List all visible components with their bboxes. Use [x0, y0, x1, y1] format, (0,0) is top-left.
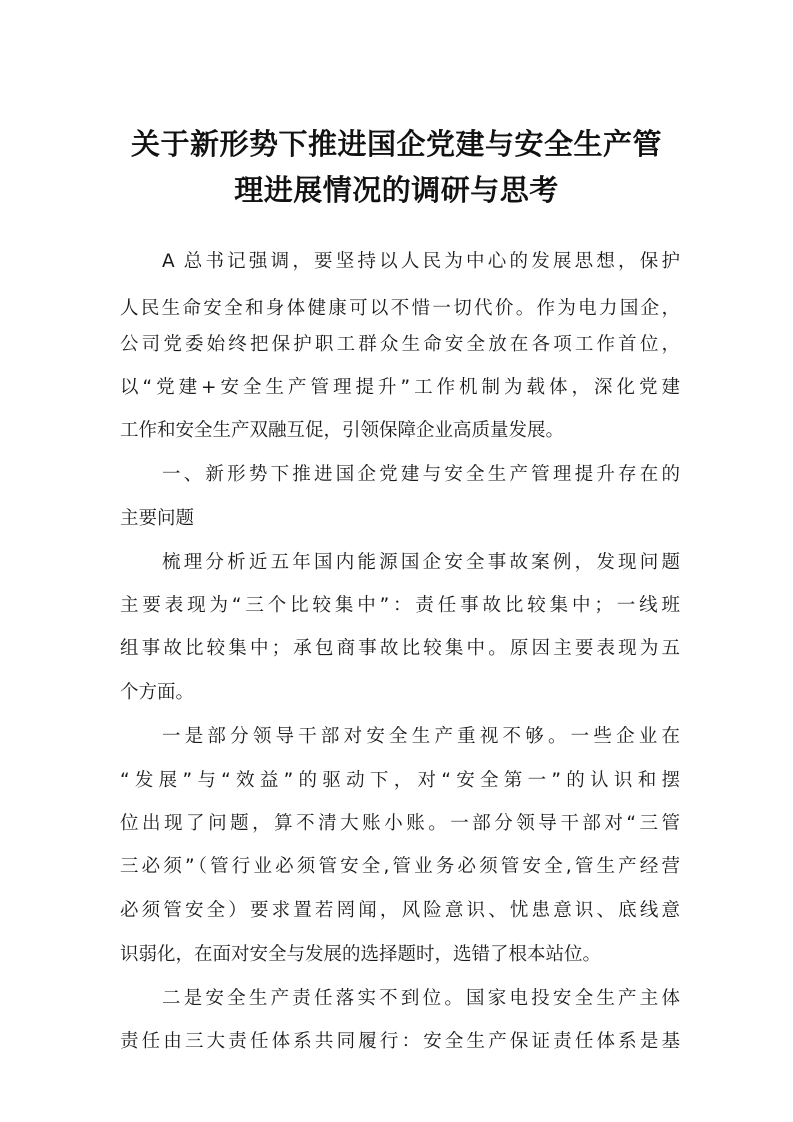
- document-title-line-2: 理进展情况的调研与思考: [234, 173, 559, 207]
- section-heading-line: 主要问题: [120, 508, 195, 529]
- body-text-line: 以“党建+安全生产管理提升”工作机制为载体，深化党建: [120, 377, 680, 398]
- body-text-line: 位出现了问题，算不清大账小账。一部分领导干部对“三管: [120, 813, 680, 834]
- body-text-line: 梳理分析近五年国内能源国企安全事故案例，发现问题: [162, 552, 680, 573]
- body-text-line: 识弱化，在面对安全与发展的选择题时，选错了根本站位。: [120, 944, 602, 965]
- body-text-line: A 总书记强调，要坚持以人民为中心的发展思想，保护: [162, 251, 680, 272]
- body-text-line: 一是部分领导干部对安全生产重视不够。一些企业在: [162, 726, 680, 747]
- document-title-line-1: 关于新形势下推进国企党建与安全生产管: [130, 127, 662, 161]
- body-text-line: 工作和安全生产双融互促，引领保障企业高质量发展。: [120, 420, 565, 441]
- body-text-line: “发展”与“效益”的驱动下，对“安全第一”的认识和摆: [120, 770, 680, 791]
- body-text-line: 必须管安全）要求置若罔闻，风险意识、忧患意识、底线意: [120, 900, 680, 921]
- body-text-line: 组事故比较集中；承包商事故比较集中。原因主要表现为五: [120, 638, 680, 659]
- section-heading-line: 一、新形势下推进国企党建与安全生产管理提升存在的: [162, 464, 680, 485]
- body-text-line: 责任由三大责任体系共同履行：安全生产保证责任体系是基: [120, 1031, 680, 1052]
- body-text-line: 三必须”（管行业必须管安全,管业务必须管安全,管生产经营: [120, 856, 680, 877]
- body-text-line: 公司党委始终把保护职工群众生命安全放在各项工作首位，: [120, 334, 680, 355]
- body-text-line: 个方面。: [120, 682, 195, 703]
- body-text-line: 人民生命安全和身体健康可以不惜一切代价。作为电力国企，: [120, 298, 680, 319]
- body-text-line: 主要表现为“三个比较集中”：责任事故比较集中；一线班: [120, 595, 680, 616]
- body-text-line: 二是安全生产责任落实不到位。国家电投安全生产主体: [162, 988, 680, 1009]
